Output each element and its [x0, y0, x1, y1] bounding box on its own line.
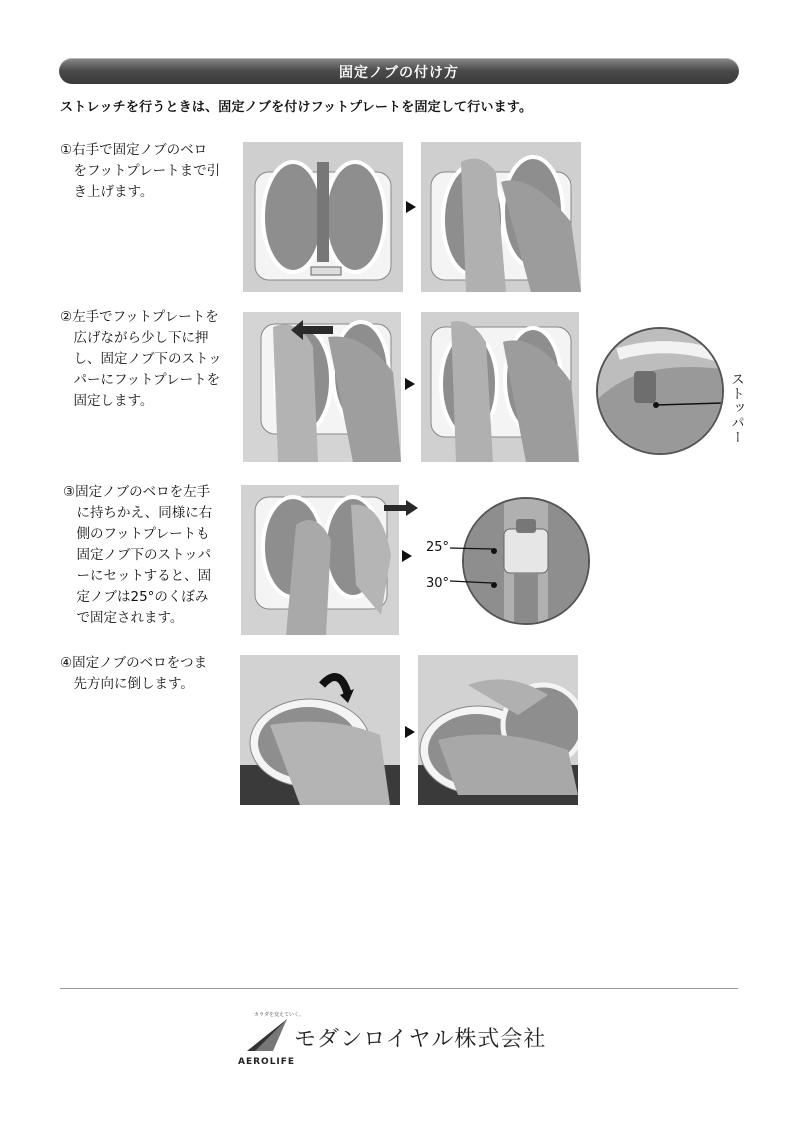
step-1-photo-before	[243, 142, 403, 292]
arrow-right-icon	[406, 201, 416, 213]
arrow-right-icon	[405, 378, 415, 390]
step-3-photo	[241, 485, 399, 635]
section-title-banner	[59, 58, 739, 84]
angle-25-label: 25°	[426, 540, 450, 555]
step-2-photo-before	[243, 312, 401, 462]
company-name: モダンロイヤル株式会社	[294, 1027, 547, 1052]
section-title: 固定ノブの付け方	[339, 65, 459, 81]
footer-divider	[60, 988, 738, 989]
logo-tagline: カラダを変えていく。	[254, 1012, 304, 1018]
step-2-text: ②左手でフットプレートを 広げながら少し下に押 し、固定ノブ下のストッ パーにフットプレートを 固定します。	[60, 309, 222, 409]
arrow-right-icon	[402, 550, 412, 562]
step-1-text: ①右手で固定ノブのベロ をフットプレートまで引 き上げます。	[60, 142, 221, 200]
stopper-label: ストッパー	[728, 372, 744, 445]
step-1-photo-after	[421, 142, 581, 292]
step-3-text: ③固定ノブのベロを左手 に持ちかえ、同様に右 側のフットプレートも 固定ノブ下のストッパ ーにセットすると、固 定ノブは25°のくぼみ で固定されます。	[63, 484, 213, 626]
step-4-photo-after	[418, 655, 578, 805]
logo-brand: AEROLIFE	[238, 1057, 296, 1067]
angle-leader-lines	[450, 546, 496, 586]
arrow-right-icon	[405, 726, 415, 738]
step-4-photo-before	[240, 655, 400, 805]
angle-30-label: 30°	[426, 576, 450, 591]
intro-text: ストレッチを行うときは、固定ノブを付けフットプレートを固定して行います。	[60, 100, 533, 115]
step-4-text: ④固定ノブのベロをつま 先方向に倒します。	[60, 655, 208, 692]
arrow-right-large-icon	[384, 500, 418, 516]
aerolife-logo-icon	[245, 1017, 289, 1055]
stopper-closeup	[596, 327, 724, 455]
step-2-photo-after	[421, 312, 579, 462]
